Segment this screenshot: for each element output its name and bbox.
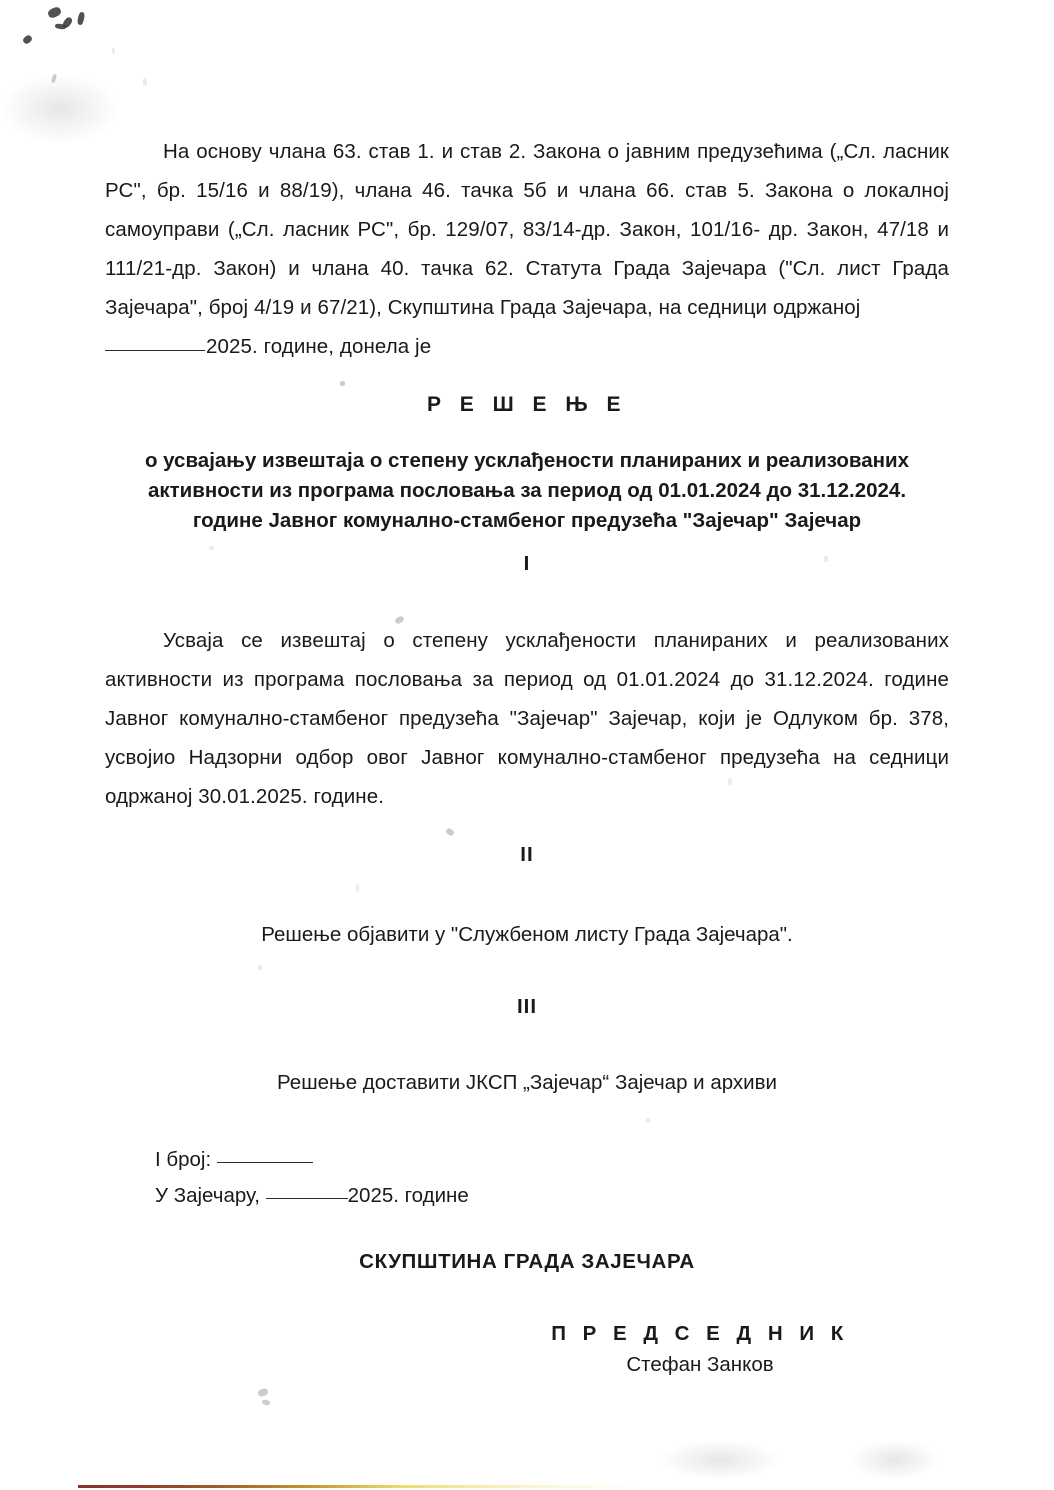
scan-artifact-smudge bbox=[660, 1440, 780, 1480]
scan-artifact-speck bbox=[257, 1388, 269, 1398]
scan-artifact-bottom-strip bbox=[78, 1485, 638, 1488]
scan-artifact-smudge bbox=[0, 74, 120, 144]
scan-artifact-speck bbox=[143, 78, 147, 86]
section-i-body-block bbox=[105, 621, 949, 816]
document-subtitle-block bbox=[105, 446, 949, 536]
signatory-title: П Р Е Д С Е Д Н И К bbox=[551, 1322, 849, 1345]
scan-artifact-speck bbox=[356, 884, 359, 892]
scan-artifact-speck bbox=[261, 1399, 270, 1406]
section-i-body: Усваја се извештај о степену усклађености планираних и реализованих активности из програма пословања за период од 01.01.2024 до 31.12.2024. године Јавног комунално-стамбеног предузећа "Зајечар" Зајечар, који је Одлуком бр. 378, усвојио Надзорни одбор овог Јавног комунално-стамбеног предузећа на седници одржаној 30.01.2025. године. bbox=[105, 629, 949, 808]
intro-text-before-blank: На основу члана 63. став 1. и став 2. Закона о јавним предузећима („Сл. ласник РС", бр. 15/16 и 88/19), члана 46. тачка 5б и члана 66. став 5. Закона о локалној самоуправи („Сл. ласник РС", бр. 129/07, 83/14-др. Закон, 101/16- др. Закон, 47/18 и 111/21-др. Закон) и члана 40. тачка 62. Статута Града Зајечара ("Сл. лист Града Зајечара", број 4/19 и 67/21), Скупштина Града Зајечара, на седници одржаној bbox=[105, 140, 949, 319]
signatory-name: Стефан Занков bbox=[626, 1353, 774, 1376]
scan-artifact-speck bbox=[646, 1118, 650, 1123]
section-i-numeral: I bbox=[523, 552, 531, 575]
fill-in-blank-place-date[interactable] bbox=[266, 1198, 348, 1199]
section-iii-numeral: III bbox=[516, 995, 538, 1018]
footer-place-label: У Зајечару, bbox=[155, 1184, 260, 1207]
document-subtitle-line-2: активности из програма пословања за период од 01.01.2024 до 31.12.2024. bbox=[147, 479, 907, 502]
document-subtitle-line-3: године Јавног комунално-стамбеног предузећа "Зајечар" Зајечар bbox=[192, 509, 862, 532]
scan-artifact-speck bbox=[340, 381, 345, 386]
scan-artifact-speck bbox=[209, 546, 214, 550]
fill-in-blank-number[interactable] bbox=[217, 1162, 313, 1163]
signature-block bbox=[500, 1322, 900, 1384]
page-title: Р Е Ш Е Њ Е bbox=[426, 393, 628, 416]
document-title-block bbox=[105, 393, 949, 417]
section-numeral-i bbox=[105, 552, 949, 576]
section-iii-body-block bbox=[105, 1066, 949, 1100]
scan-artifact-speck bbox=[22, 34, 33, 45]
footer-year-suffix: 2025. године bbox=[347, 1184, 469, 1207]
section-ii-numeral: II bbox=[520, 843, 534, 866]
scan-artifact-speck bbox=[112, 48, 115, 54]
fill-in-blank-date[interactable] bbox=[105, 350, 205, 351]
scan-artifact-speck bbox=[51, 74, 58, 84]
intro-paragraph bbox=[105, 132, 949, 327]
scan-artifact-speck bbox=[77, 12, 86, 26]
scan-artifact-speck bbox=[61, 16, 73, 29]
document-subtitle-line-1: о усвајању извештаја о степену усклађености планираних и реализованих bbox=[144, 449, 910, 472]
scan-artifact-speck bbox=[445, 827, 455, 837]
footer-meta-block bbox=[155, 1142, 755, 1214]
assembly-name: СКУПШТИНА ГРАДА ЗАЈЕЧАРА bbox=[359, 1250, 695, 1273]
footer-place-line bbox=[155, 1178, 755, 1214]
intro-paragraph-block bbox=[105, 132, 949, 366]
footer-number-label: I број: bbox=[155, 1148, 212, 1171]
section-ii-body: Решење објавити у "Службеном листу Града Зајечара". bbox=[261, 923, 793, 946]
footer-number-line bbox=[155, 1142, 755, 1178]
section-iii-body: Решење доставити ЈКСП „Зајечар“ Зајечар и архиви bbox=[277, 1071, 777, 1094]
section-numeral-iii bbox=[105, 995, 949, 1019]
assembly-name-block bbox=[105, 1250, 949, 1274]
scan-artifact-speck bbox=[47, 6, 63, 20]
scan-artifact-smudge bbox=[850, 1440, 940, 1480]
scan-artifact-speck bbox=[258, 965, 262, 970]
section-ii-body-block bbox=[105, 918, 949, 952]
scan-artifact-speck bbox=[55, 23, 67, 29]
intro-blank-and-tail-line bbox=[105, 327, 949, 366]
intro-text-after-blank: 2025. године, донела је bbox=[206, 335, 432, 358]
section-numeral-ii bbox=[105, 843, 949, 867]
